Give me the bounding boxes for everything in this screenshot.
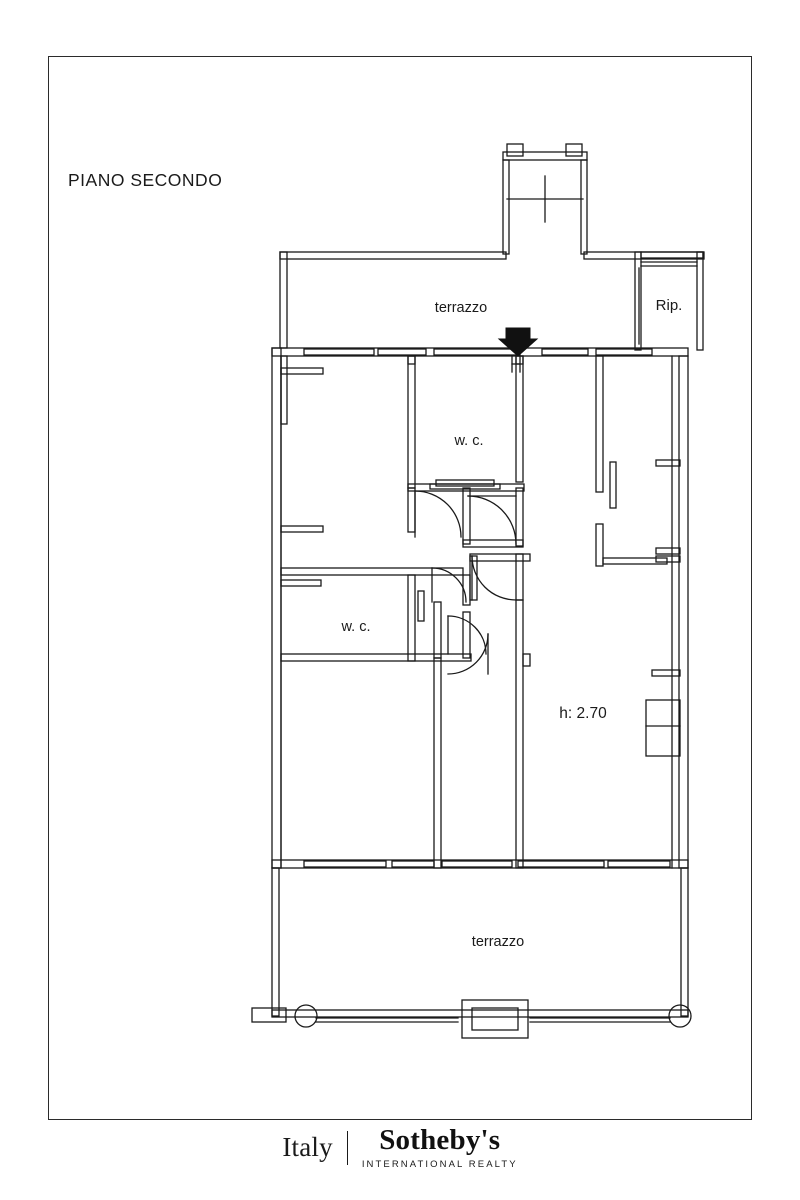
door-swing-2 bbox=[468, 496, 516, 544]
wall-wc-upper-top bbox=[408, 356, 415, 364]
wall-wc-lower-bottom bbox=[281, 654, 471, 661]
wall-rip-top bbox=[641, 252, 703, 258]
window-right-1 bbox=[656, 460, 680, 466]
wall-lower-door-jamb bbox=[434, 602, 441, 658]
wall-apartment-right bbox=[679, 356, 688, 868]
window-top-4 bbox=[542, 349, 588, 355]
wall-terrace-left bbox=[280, 252, 287, 348]
wall-lower-left-right bbox=[434, 658, 441, 868]
wall-partition-left-wc-2 bbox=[408, 488, 415, 532]
window-top-5 bbox=[596, 349, 652, 355]
wall-partition-left-wc bbox=[408, 356, 415, 488]
wc-lower-fixture bbox=[418, 591, 424, 621]
window-bottom-2 bbox=[392, 861, 434, 867]
wall-hall-bottom bbox=[463, 540, 523, 547]
wc-upper-counter bbox=[436, 480, 494, 486]
floorplan-svg bbox=[48, 56, 752, 1120]
wall-ul-a bbox=[281, 356, 287, 424]
label-height: h: 2.70 bbox=[559, 705, 607, 722]
door-swing-1 bbox=[415, 491, 461, 537]
wall-bottom-terrace-left bbox=[272, 868, 279, 1016]
door-swing-5 bbox=[448, 616, 486, 654]
wall-right-stub bbox=[610, 462, 616, 508]
niche-right bbox=[646, 700, 680, 756]
wall-rip-right bbox=[697, 252, 703, 350]
door-swing-3 bbox=[472, 556, 516, 600]
wall-hall-left-2 bbox=[470, 556, 477, 600]
brand-italy: Italy bbox=[282, 1132, 333, 1163]
brand-international-realty: INTERNATIONAL REALTY bbox=[361, 1159, 518, 1170]
window-bottom-3 bbox=[442, 861, 512, 867]
entrance-arrow bbox=[499, 328, 537, 356]
wall-apartment-left bbox=[272, 348, 281, 868]
wall-wc-lower-right bbox=[408, 575, 415, 661]
wall-mid-left-return bbox=[281, 580, 321, 586]
label-terrazzo-bottom: terrazzo bbox=[471, 934, 525, 950]
window-right-2 bbox=[656, 548, 680, 554]
wall-top-right bbox=[581, 160, 587, 254]
window-right-4 bbox=[652, 670, 680, 676]
terrace-step-inner bbox=[472, 1008, 518, 1030]
wall-mid-left bbox=[281, 568, 463, 575]
wall-top-nub-left bbox=[507, 144, 523, 156]
wall-ul-c bbox=[281, 526, 323, 532]
wall-top-nub-right bbox=[566, 144, 582, 156]
wall-wc-upper-right bbox=[516, 356, 523, 482]
wall-terrace-top-left bbox=[280, 252, 506, 259]
window-bottom-5 bbox=[608, 861, 670, 867]
wall-hall-step bbox=[470, 554, 530, 561]
wall-right-inner-partition bbox=[596, 356, 603, 492]
page-title: PIANO SECONDO bbox=[68, 170, 223, 190]
wall-right-inner-partition-2 bbox=[596, 524, 603, 566]
plan-geometry bbox=[252, 144, 704, 1038]
wall-rip-left bbox=[635, 252, 641, 350]
wall-top-left bbox=[503, 160, 509, 254]
window-bottom-4 bbox=[518, 861, 604, 867]
label-rip: Rip. bbox=[655, 297, 683, 314]
column-left bbox=[295, 1005, 317, 1027]
window-right-3 bbox=[656, 556, 680, 562]
window-top-2 bbox=[378, 349, 426, 355]
window-top-3 bbox=[434, 349, 520, 355]
label-wc-upper: w. c. bbox=[454, 433, 484, 449]
window-right-lower bbox=[603, 558, 667, 564]
footer-brand bbox=[0, 1126, 800, 1170]
wall-hall-right bbox=[516, 488, 523, 546]
window-top-1 bbox=[304, 349, 374, 355]
label-terrazzo-top: terrazzo bbox=[434, 300, 488, 316]
wall-right-room-left bbox=[516, 600, 523, 868]
window-bottom-1 bbox=[304, 861, 386, 867]
brand-divider bbox=[347, 1131, 348, 1165]
brand-sothebys: Sotheby's bbox=[379, 1124, 501, 1156]
wall-bottom-terrace-bottom bbox=[272, 1010, 688, 1017]
door-swing-4 bbox=[432, 568, 466, 602]
wall-bottom-terrace-right bbox=[681, 868, 688, 1016]
floorplan-drawing bbox=[48, 56, 752, 1120]
wall-right-room-nub bbox=[523, 654, 530, 666]
label-wc-lower: w. c. bbox=[341, 619, 371, 635]
